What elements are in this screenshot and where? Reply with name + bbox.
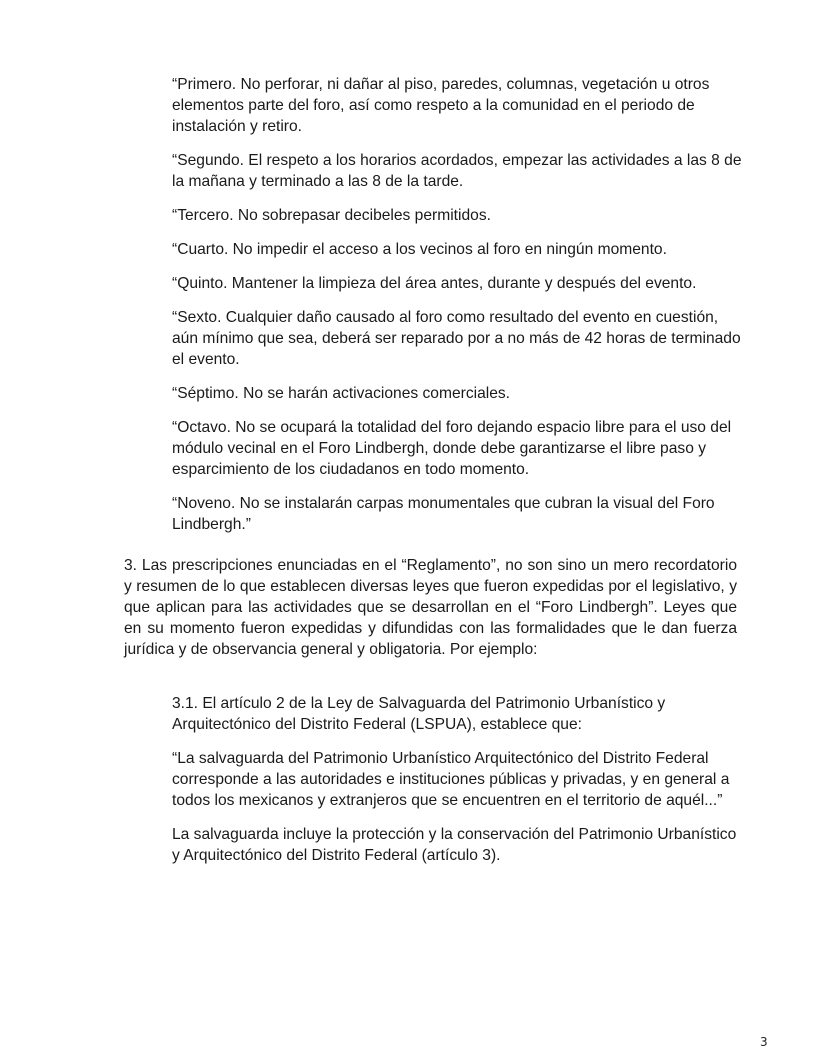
- section-3-1-quote: “La salvaguarda del Patrimonio Urbanístico Arquitectónico del Distrito Federal corresponde a las autoridades e instituciones públicas y privadas, y en general a todos los mexicanos y extranjeros que se encuentren en el territorio de aquél...”: [172, 750, 730, 809]
- section-3-1-closing: La salvaguarda incluye la protección y la conservación del Patrimonio Urbanístico y Arquitectónico del Distrito Federal (artículo 3).: [172, 826, 737, 864]
- section-3-1-intro: 3.1. El artículo 2 de la Ley de Salvaguarda del Patrimonio Urbanístico y Arquitectónico del Distrito Federal (LSPUA), establece que:: [172, 695, 666, 733]
- quote-octavo: “Octavo. No se ocupará la totalidad del foro dejando espacio libre para el uso del módulo vecinal en el Foro Lindbergh, donde debe garantizarse el libre paso y esparcimiento de los ciudadanos en todo momento.: [172, 419, 732, 478]
- quote-sexto: “Sexto. Cualquier daño causado al foro como resultado del evento en cuestión, aún mínimo que sea, deberá ser reparado por a no más de 42 horas de terminado el evento.: [172, 309, 741, 368]
- page-number: 3: [760, 1035, 768, 1049]
- regulation-quote-list: [172, 74, 747, 548]
- quote-segundo: “Segundo. El respeto a los horarios acordados, empezar las actividades a las 8 de la mañana y terminado a las 8 de la tarde.: [172, 152, 742, 190]
- quote-tercero: “Tercero. No sobrepasar decibeles permitidos.: [172, 207, 491, 224]
- section-3-paragraph: 3. Las prescripciones enunciadas en el “Reglamento”, no son sino un mero recordatorio y resumen de lo que establecen diversas leyes que fueron expedidas por el legislativo, y que aplican para las actividades que se desarrollan en el “Foro Lindbergh”. Leyes que en su momento fueron expedidas y difundidas con las formalidades que le dan fuerza jurídica y de observancia general y obligatoria. Por ejemplo:: [124, 557, 737, 658]
- quote-primero: “Primero. No perforar, ni dañar al piso, paredes, columnas, vegetación u otros elementos parte del foro, así como respeto a la comunidad en el periodo de instalación y retiro.: [172, 76, 710, 135]
- section-3-1-block: [172, 693, 747, 879]
- quote-septimo: “Séptimo. No se harán activaciones comerciales.: [172, 385, 511, 402]
- quote-quinto: “Quinto. Mantener la limpieza del área antes, durante y después del evento.: [172, 275, 697, 292]
- quote-noveno: “Noveno. No se instalarán carpas monumentales que cubran la visual del Foro Lindbergh.”: [172, 495, 715, 533]
- quote-cuarto: “Cuarto. No impedir el acceso a los vecinos al foro en ningún momento.: [172, 241, 667, 258]
